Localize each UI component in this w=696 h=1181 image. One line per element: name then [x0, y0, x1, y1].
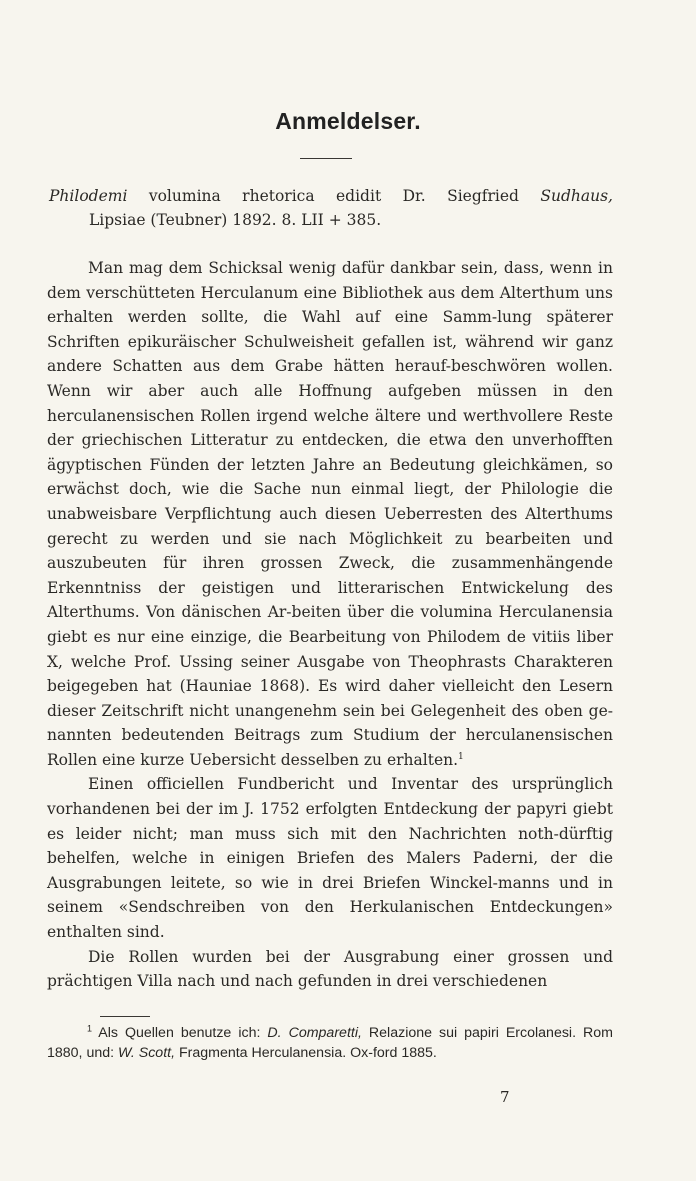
paragraph-1 [47, 256, 613, 772]
footnote-text-1: Als Quellen benutze ich: [92, 1025, 268, 1041]
citation-line-1 [49, 184, 613, 208]
page-number: 7 [500, 1088, 510, 1106]
book-citation [49, 184, 613, 232]
review-body [47, 256, 613, 994]
citation-text: volumina rhetorica edidit Dr. Siegfried [127, 187, 541, 205]
citation-editor: Sudhaus, [540, 187, 613, 205]
paragraph-1-text: Man mag dem Schicksal wenig dafür dankbar sein, dass, wenn in dem verschütteten Herculanum eine Bibliothek aus dem Alterthum uns erhalten werden sollte, die Wahl auf eine Samm-lung späterer Schriften epikuräischer Schulweisheit gefallen ist, während wir ganz andere Schatten aus dem Grabe hätten herauf-beschwören wollen. Wenn wir aber auch alle Hoffnung aufgeben müssen in den herculanensischen Rollen irgend welche ältere und werthvollere Reste der griechischen Litteratur zu entdecken, die etwa den unverhofften ägyptischen Fünden der letzten Jahre an Bedeutung gleichkämen, so erwächst doch, wie die Sache nun einmal liegt, der Philologie die unabweisbare Verpflichtung auch diesen Ueberresten des Alterthums gerecht zu werden und sie nach Möglichkeit zu bearbeiten und auszubeuten für ihren grossen Zweck, die zusammenhängende Erkenntniss der geistigen und litterarischen Entwickelung des Alterthums. Von dänischen Ar-beiten über die volumina Herculanensia giebt es nur eine einzige, die Bearbeitung von Philodem de vitiis liber X, welche Prof. Ussing seiner Ausgabe von Theophrasts Charakteren beigegeben hat (Hauniae 1868). Es wird daher vielleicht den Lesern dieser Zeitschrift nicht unangenehm sein bei Gelegenheit des oben ge-nannten bedeutenden Beitrags zum Studium der herculanensischen Rollen eine kurze Uebersicht desselben zu erhalten. [47, 259, 613, 769]
footnote-author-2: W. Scott, [118, 1044, 176, 1061]
footnote [47, 1024, 613, 1063]
footnote-reference[interactable]: 1 [458, 751, 464, 762]
section-title: Anmeldelser. [275, 108, 421, 134]
footnote-text-2: Relazione sui papiri Ercolanesi. Rom 1880, und: [47, 1025, 613, 1061]
paragraph-2: Einen officiellen Fundbericht und Inventar des ursprünglich vorhandenen bei der im J. 1752 erfolgten Entdeckung der papyri giebt es leider nicht; man muss sich mit den Nachrichten noth-dürftig behelfen, welche in einigen Briefen des Malers Paderni, der die Ausgrabungen leitete, so wie in drei Briefen Winckel-manns und in seinem «Sendschreiben von den Herkulanischen Entdeckungen» enthalten sind. [47, 775, 613, 942]
footnote-text-3: Fragmenta Herculanensia. Ox-ford 1885. [175, 1044, 437, 1061]
paragraph-3: Die Rollen wurden bei der Ausgrabung einer grossen und prächtigen Villa nach und nach gefunden in drei verschiedenen [47, 947, 613, 991]
citation-author: Philodemi [49, 187, 128, 205]
footnote-mark: 1 [87, 1023, 93, 1034]
citation-line-2: Lipsiae (Teubner) 1892. 8. LII + 385. [89, 211, 382, 229]
title-divider [300, 158, 352, 159]
footnote-author-1: D. Comparetti, [267, 1025, 362, 1041]
footnote-divider [100, 1016, 150, 1017]
